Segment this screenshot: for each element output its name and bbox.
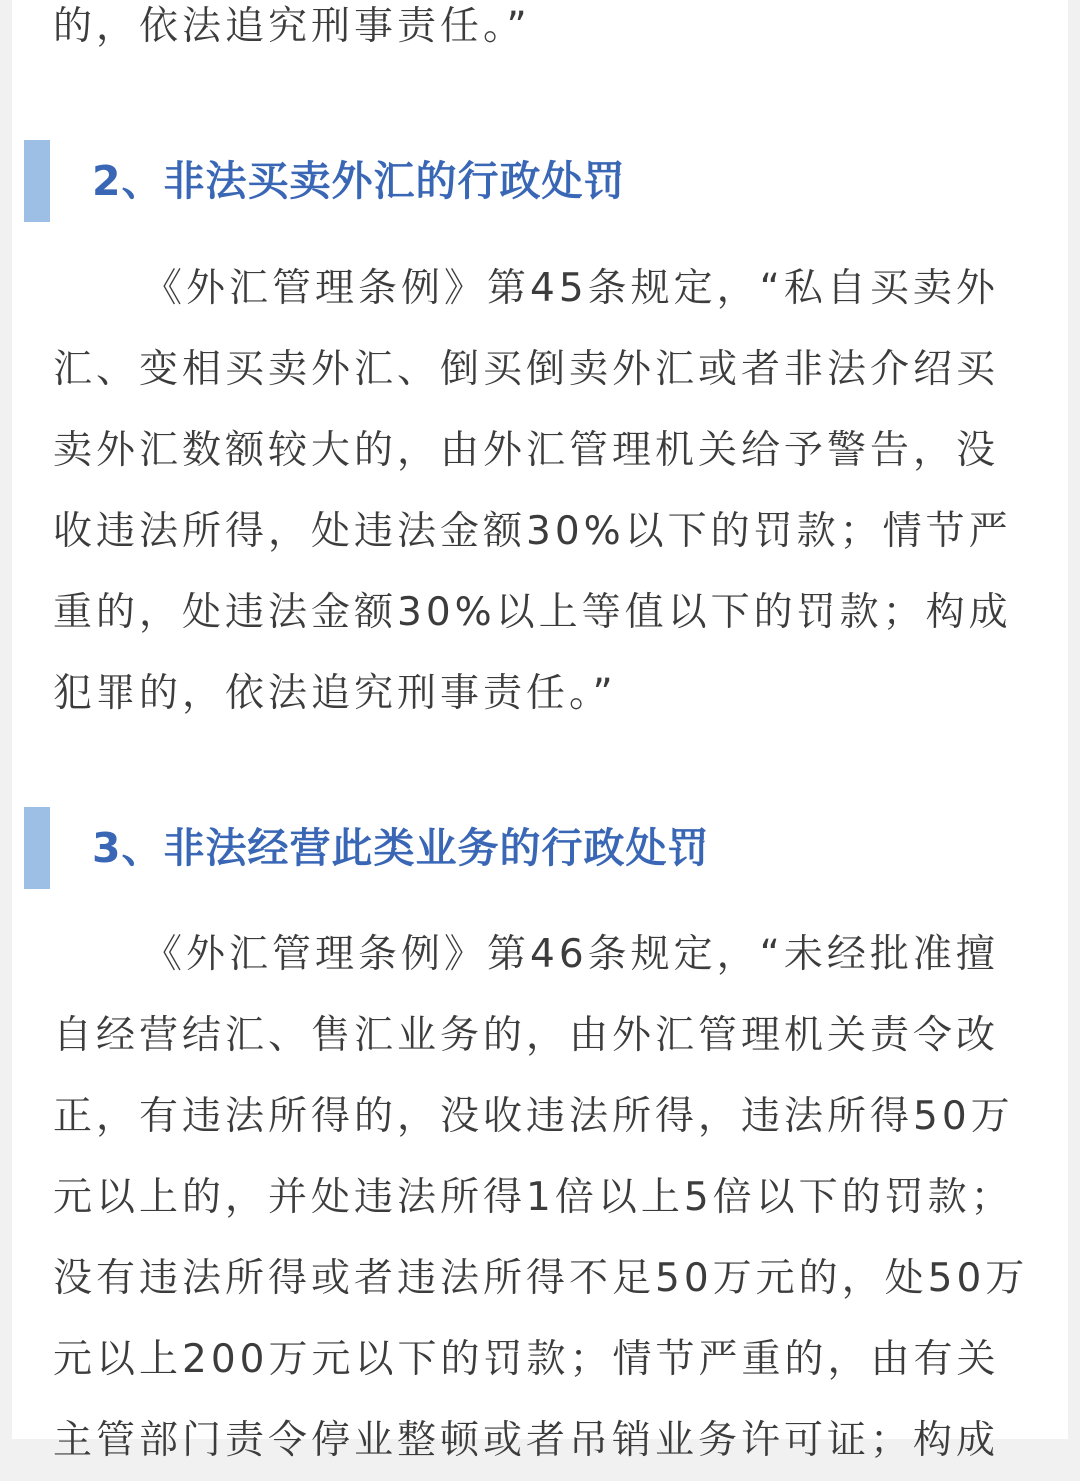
paragraph-line: 《外汇管理条例》第45条规定，“私自买卖外 bbox=[143, 266, 999, 311]
paragraph-line: 汇、变相买卖外汇、倒买倒卖外汇或者非法介绍买 bbox=[53, 347, 1000, 392]
section-heading-text: 2、非法买卖外汇的行政处罚 bbox=[92, 157, 626, 205]
article-page bbox=[12, 0, 1068, 1463]
paragraph-line: 元以上的，并处违法所得1倍以上5倍以下的罚款； bbox=[53, 1175, 1014, 1220]
paragraph-tail bbox=[53, 0, 1028, 67]
paragraph-line: 《外汇管理条例》第46条规定，“未经批准擅 bbox=[143, 932, 999, 977]
section-heading-text: 3、非法经营此类业务的行政处罚 bbox=[92, 824, 710, 872]
paragraph-line: 没有违法所得或者违法所得不足50万元的，处50万 bbox=[53, 1256, 1029, 1301]
heading-accent-bar bbox=[24, 807, 50, 889]
section-heading-2 bbox=[24, 140, 1024, 222]
paragraph-line: 犯罪的，依法追究刑事责任。” bbox=[53, 671, 617, 716]
paragraph-line: 的，依法追究刑事责任。” bbox=[53, 4, 531, 49]
paragraph-line: 收违法所得，处违法金额30%以下的罚款；情节严 bbox=[53, 509, 1012, 554]
paragraph-article-45 bbox=[53, 248, 1028, 734]
heading-accent-bar bbox=[24, 140, 50, 222]
paragraph-line: 重的，处违法金额30%以上等值以下的罚款；构成 bbox=[53, 590, 1012, 635]
paragraph-line: 正，有违法所得的，没收违法所得，违法所得50万 bbox=[53, 1094, 1014, 1139]
section-heading-3 bbox=[24, 807, 1024, 889]
paragraph-line: 元以上200万元以下的罚款；情节严重的，由有关 bbox=[53, 1337, 1000, 1382]
paragraph-line: 自经营结汇、售汇业务的，由外汇管理机关责令改 bbox=[53, 1013, 1000, 1058]
paragraph-article-46 bbox=[53, 914, 1028, 1481]
paragraph-line: 主管部门责令停业整顿或者吊销业务许可证；构成 bbox=[53, 1418, 1000, 1463]
paragraph-line: 卖外汇数额较大的，由外汇管理机关给予警告，没 bbox=[53, 428, 1000, 473]
